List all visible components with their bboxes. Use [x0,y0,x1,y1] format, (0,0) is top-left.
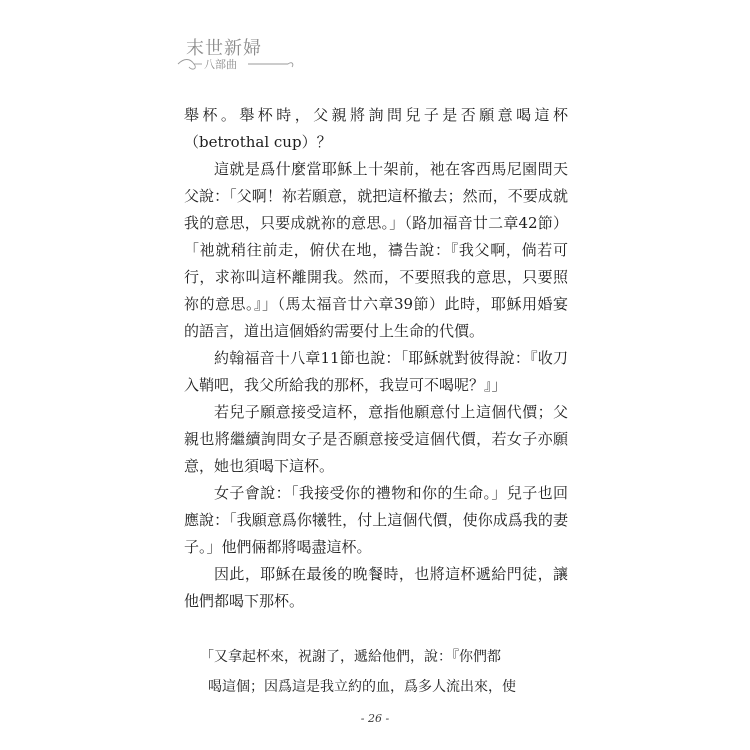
book-title: 末世新婦 [186,38,262,59]
running-header [176,34,296,74]
paragraph: 舉杯。舉杯時，父親將詢問兒子是否願意喝這杯（betrothal cup）？ [184,106,568,151]
paragraph: 因此，耶穌在最後的晚餐時，也將這杯遞給門徒，讓他們都喝下那杯。 [184,565,568,610]
paragraph: 若兒子願意接受這杯，意指他願意付上這個代價；父親也將繼續詢問女子是否願意接受這個代價，若女子亦願意，她也須喝下這杯。 [184,403,568,475]
scripture-quote [200,642,568,702]
book-subtitle: 八部曲 [204,58,237,71]
paragraph: 這就是爲什麼當耶穌上十架前，祂在客西馬尼園問天父說：「父啊！祢若願意，就把這杯撤去；然而，不要成就我的意思，只要成就祢的意思。」（路加福音廿二章42節）「祂就稍往前走，俯伏在地，禱告說：『我父啊，倘若可行，求祢叫這杯離開我。然而，不要照我的意思，只要照祢的意思。』」（馬太福音廿六章39節）此時，耶穌用婚宴的語言，道出這個婚約需要付上生命的代價。 [184,160,568,340]
paragraph: 約翰福音十八章11節也說：「耶穌就對彼得說：『收刀入鞘吧，我父所給我的那杯，我豈可不喝呢？』」 [184,349,568,394]
body-text [184,102,568,615]
quote-line: 喝這個；因爲這是我立約的血，爲多人流出來，使 [208,679,516,695]
paragraph: 女子會說：「我接受你的禮物和你的生命。」兒子也回應說：「我願意爲你犧牲，付上這個代價，使你成爲我的妻子。」他們倆都將喝盡這杯。 [184,484,568,556]
quote-line: 「又拿起杯來，祝謝了，遞給他們，說：『你們都 [200,649,501,665]
page-number: - 26 - [360,712,390,725]
